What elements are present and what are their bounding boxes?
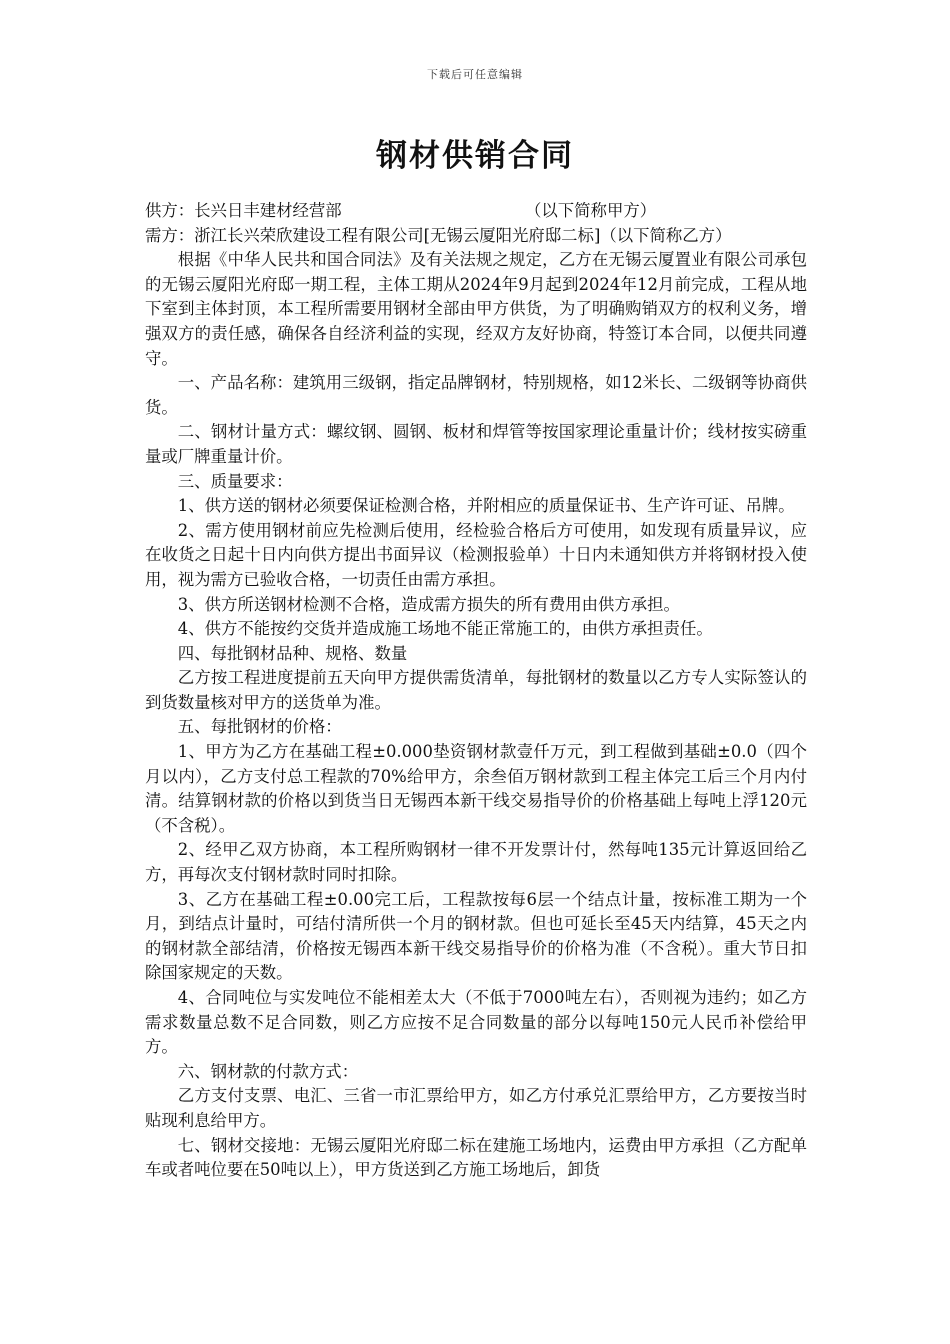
paragraph-product-name: 一、产品名称：建筑用三级钢，指定品牌钢材，特别规格，如12米长、二级钢等协商供货。 [145, 373, 807, 417]
heading-quality: 三、质量要求： [177, 471, 293, 491]
paragraph-price-2: 2、经甲乙双方协商，本工程所购钢材一律不开发票计付，然每吨135元计算返回给乙方，再每次支付钢材款时同时扣除。 [145, 840, 807, 885]
paragraph-delivery: 七、钢材交接地：无锡云厦阳光府邸二标在建施工场地内，运费由甲方承担（乙方配单车或者吨位要在50吨以上），甲方货送到乙方施工场地后，卸货 [145, 1135, 807, 1180]
heading-payment: 六、钢材款的付款方式： [177, 1061, 359, 1081]
paragraph-batch-spec: 乙方按工程进度提前五天向甲方提供需货清单，每批钢材的数量以乙方专人实际签认的到货数量核对甲方的送货单为准。 [145, 668, 807, 712]
paragraph-price-4: 4、合同吨位与实发吨位不能相差太大（不低于7000吨左右），否则视为违约；如乙方需求数量总数不足合同数，则乙方应按不足合同数量的部分以每吨150元人民币补偿给甲方。 [145, 988, 807, 1057]
supplier-alias: （以下简称甲方） [525, 201, 657, 220]
paragraph-quality-1: 1、供方送的钢材必须要保证检测合格，并附相应的质量保证书、生产许可证、吊牌。 [177, 496, 795, 516]
paragraph-measurement: 二、钢材计量方式：螺纹钢、圆钢、板材和焊管等按国家理论重量计价；线材按实磅重量或厂牌重量计价。 [145, 422, 807, 466]
contract-title: 钢材供销合同 [376, 138, 574, 174]
paragraph-quality-2: 2、需方使用钢材前应先检测后使用，经检验合格后方可使用，如发现有质量异议，应在收货之日起十日内向供方提出书面异议（检测报验单）十日内未通知供方并将钢材投入使用，视为需方已验收合格，一切责任由需方承担。 [145, 520, 807, 589]
contract-body [145, 199, 807, 1183]
supplier-line: 供方：长兴日丰建材经营部 [145, 201, 342, 220]
buyer-line: 需方：浙江长兴荣欣建设工程有限公司[无锡云厦阳光府邸二标]（以下简称乙方） [145, 225, 732, 245]
paragraph-preamble: 根据《中华人民共和国合同法》及有关法规之规定，乙方在无锡云厦置业有限公司承包的无锡云厦阳光府邸一期工程，主体工期从2024年9月起到2024年12月前完成，工程从地下室到主体封顶，本工程所需要用钢材全部由甲方供货，为了明确购销双方的权利义务，增强双方的责任感，确保各自经济利益的实现，经双方友好协商，特签订本合同，以便共同遵守。 [145, 250, 807, 368]
heading-price: 五、每批钢材的价格： [177, 717, 342, 737]
paragraph-price-3: 3、乙方在基础工程±0.00完工后，工程款按每6层一个结点计量，按标准工期为一个月，到结点计量时，可结付清所供一个月的钢材款。但也可延长至45天内结算，45天之内的钢材款全部结清，价格按无锡西本新干线交易指导价的价格为准（不含税）。重大节日扣除国家规定的天数。 [145, 889, 807, 983]
paragraph-price-1: 1、甲方为乙方在基础工程±0.000垫资钢材款壹仟万元，到工程做到基础±0.0（四个月以内），乙方支付总工程款的70%给甲方，余叁佰万钢材款到工程主体完工后三个月内付清。结算钢材款的价格以到货当日无锡西本新干线交易指导价的价格基础上每吨上浮120元（不含税）。 [145, 742, 807, 835]
paragraph-payment: 乙方支付支票、电汇、三省一市汇票给甲方，如乙方付承兑汇票给甲方，乙方要按当时贴现利息给甲方。 [145, 1086, 807, 1130]
heading-batch-spec: 四、每批钢材品种、规格、数量 [177, 643, 408, 663]
download-note: 下载后可任意编辑 [427, 68, 523, 81]
supplier-row [145, 199, 807, 224]
paragraph-quality-3: 3、供方所送钢材检测不合格，造成需方损失的所有费用由供方承担。 [177, 594, 680, 614]
paragraph-quality-4: 4、供方不能按约交货并造成施工场地不能正常施工的，由供方承担责任。 [177, 619, 713, 639]
